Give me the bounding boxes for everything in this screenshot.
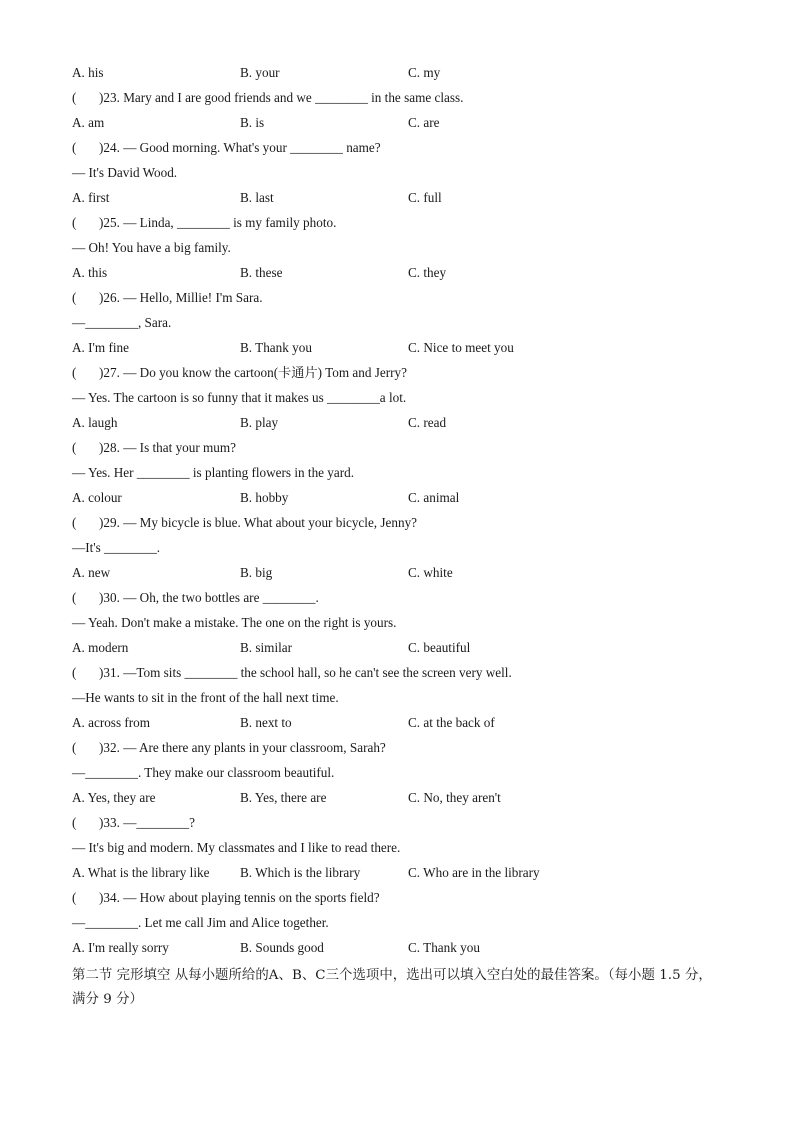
option-b: B. Thank you (240, 340, 312, 355)
option-c: C. full (408, 190, 442, 205)
option-c: C. read (408, 415, 447, 430)
option-b: B. these (240, 265, 283, 280)
option-a: A. What is the library like (72, 865, 210, 880)
option-b: B. similar (240, 640, 293, 655)
options-row (72, 938, 722, 963)
options-row (72, 488, 722, 513)
options-row (72, 638, 722, 663)
answer-paren-open: ( (72, 440, 77, 455)
option-c: C. No, they aren't (408, 790, 501, 805)
option-b: B. Which is the library (240, 865, 361, 880)
question-line (72, 138, 722, 163)
options-row (72, 188, 722, 213)
answer-paren-close: ) (99, 665, 104, 680)
option-b: B. next to (240, 715, 292, 730)
option-b: B. hobby (240, 490, 289, 505)
response-line: — Yes. The cartoon is so funny that it makes us ________a lot. (72, 390, 407, 405)
question-line (72, 438, 722, 463)
option-c: C. Thank you (408, 940, 480, 955)
options-row (72, 263, 722, 288)
question-list (72, 63, 722, 1012)
options-row (72, 338, 722, 363)
question-line (72, 813, 722, 838)
option-b: B. Yes, there are (240, 790, 327, 805)
option-c: C. beautiful (408, 640, 471, 655)
response-line: —________. They make our classroom beautiful. (72, 765, 335, 780)
question-line (72, 363, 722, 388)
answer-paren-open: ( (72, 740, 77, 755)
option-a: A. modern (72, 640, 129, 655)
question-line (72, 513, 722, 538)
question-line (72, 88, 722, 113)
answer-paren-close: ) (99, 815, 104, 830)
answer-paren-open: ( (72, 890, 77, 905)
question-text: 33. —________? (103, 815, 195, 830)
options-row (72, 563, 722, 588)
answer-paren-close: ) (99, 140, 104, 155)
answer-paren-open: ( (72, 815, 77, 830)
option-b: B. last (240, 190, 274, 205)
answer-paren-close: ) (99, 890, 104, 905)
answer-paren-close: ) (99, 90, 104, 105)
option-b: B. is (240, 115, 265, 130)
option-a: A. Yes, they are (72, 790, 156, 805)
question-line (72, 888, 722, 913)
response-line: — Yes. Her ________ is planting flowers in the yard. (72, 465, 355, 480)
option-a: A. first (72, 190, 110, 205)
option-a: A. I'm really sorry (72, 940, 169, 955)
option-a: A. colour (72, 490, 122, 505)
response-line: — It's David Wood. (72, 165, 178, 180)
options-row (72, 788, 722, 813)
option-b: B. play (240, 415, 279, 430)
answer-paren-open: ( (72, 590, 77, 605)
options-row (72, 63, 722, 88)
answer-paren-open: ( (72, 140, 77, 155)
option-c: C. they (408, 265, 447, 280)
options-row (72, 413, 722, 438)
option-a: A. across from (72, 715, 151, 730)
option-c: C. are (408, 115, 440, 130)
option-c: C. animal (408, 490, 460, 505)
question-text: 29. — My bicycle is blue. What about your bicycle, Jenny? (103, 515, 418, 530)
option-a: A. new (72, 565, 111, 580)
options-row (72, 113, 722, 138)
question-line (72, 588, 722, 613)
answer-paren-close: ) (99, 290, 104, 305)
response-line: — Yeah. Don't make a mistake. The one on the right is yours. (72, 615, 397, 630)
option-b: B. big (240, 565, 273, 580)
option-c: C. white (408, 565, 453, 580)
question-text: 23. Mary and I are good friends and we ________ in the same class. (103, 90, 464, 105)
response-line: —________. Let me call Jim and Alice together. (72, 915, 329, 930)
question-line (72, 738, 722, 763)
response-line: —It's ________. (72, 540, 161, 555)
option-c: C. Nice to meet you (408, 340, 514, 355)
answer-paren-close: ) (99, 590, 104, 605)
response-line: — Oh! You have a big family. (72, 240, 231, 255)
option-b: B. Sounds good (240, 940, 324, 955)
question-line (72, 288, 722, 313)
option-c: C. my (408, 65, 441, 80)
option-a: A. his (72, 65, 104, 80)
question-text: 24. — Good morning. What's your ________ name? (103, 140, 381, 155)
question-text: 25. — Linda, ________ is my family photo. (103, 215, 337, 230)
option-a: A. I'm fine (72, 340, 129, 355)
answer-paren-close: ) (99, 215, 104, 230)
response-line: — It's big and modern. My classmates and I like to read there. (72, 840, 401, 855)
answer-paren-open: ( (72, 365, 77, 380)
option-c: C. Who are in the library (408, 865, 540, 880)
answer-paren-open: ( (72, 290, 77, 305)
options-row (72, 713, 722, 738)
section-heading: 第二节 完形填空 从每小题所给的A、B、C三个选项中，选出可以填入空白处的最佳答案。（每小题 1.5 分，满分 9 分） (72, 968, 712, 1007)
question-line (72, 663, 722, 688)
answer-paren-open: ( (72, 215, 77, 230)
question-text: 31. —Tom sits ________ the school hall, so he can't see the screen very well. (103, 665, 512, 680)
answer-paren-open: ( (72, 515, 77, 530)
option-a: A. am (72, 115, 105, 130)
answer-paren-close: ) (99, 515, 104, 530)
question-text: 27. — Do you know the cartoon(卡通片) Tom and Jerry? (103, 365, 407, 380)
option-b: B. your (240, 65, 280, 80)
answer-paren-open: ( (72, 90, 77, 105)
question-text: 28. — Is that your mum? (103, 440, 236, 455)
answer-paren-close: ) (99, 440, 104, 455)
question-text: 34. — How about playing tennis on the sports field? (103, 890, 380, 905)
response-line: —He wants to sit in the front of the hall next time. (72, 690, 339, 705)
question-line (72, 213, 722, 238)
answer-paren-open: ( (72, 665, 77, 680)
option-a: A. laugh (72, 415, 118, 430)
question-text: 30. — Oh, the two bottles are ________. (103, 590, 319, 605)
option-c: C. at the back of (408, 715, 495, 730)
answer-paren-close: ) (99, 365, 104, 380)
answer-paren-close: ) (99, 740, 104, 755)
question-text: 32. — Are there any plants in your classroom, Sarah? (103, 740, 386, 755)
option-a: A. this (72, 265, 108, 280)
options-row (72, 863, 722, 888)
question-text: 26. — Hello, Millie! I'm Sara. (103, 290, 263, 305)
response-line: —________, Sara. (72, 315, 172, 330)
